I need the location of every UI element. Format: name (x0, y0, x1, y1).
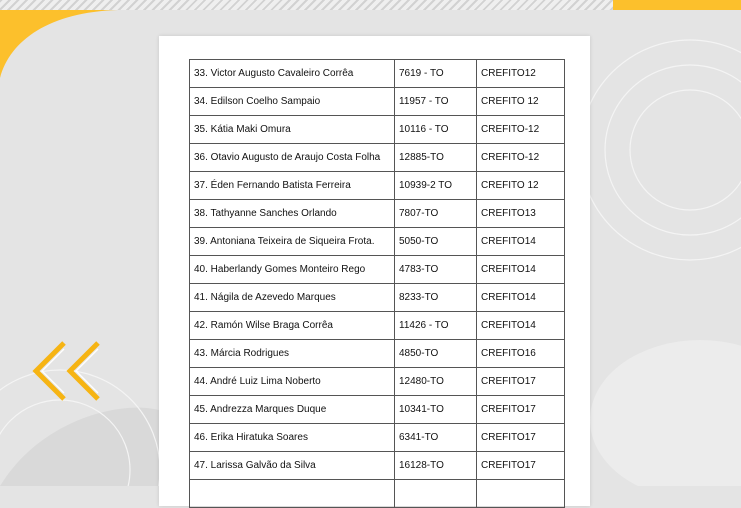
bottom-wave (0, 408, 159, 486)
crefito-cell: CREFITO14 (477, 312, 565, 340)
crefito-cell: CREFITO12 (477, 60, 565, 88)
registration-cell: 12480-TO (395, 368, 477, 396)
registration-cell (395, 480, 477, 508)
table-row (190, 116, 565, 144)
table-row (190, 284, 565, 312)
registration-cell: 10939-2 TO (395, 172, 477, 200)
table-row (190, 312, 565, 340)
name-cell: 33. Victor Augusto Cavaleiro Corrêa (190, 60, 395, 88)
crefito-cell: CREFITO14 (477, 228, 565, 256)
name-cell: 35. Kátia Maki Omura (190, 116, 395, 144)
table-row (190, 424, 565, 452)
registration-cell: 7619 - TO (395, 60, 477, 88)
table-row (190, 60, 565, 88)
name-cell: 44. André Luiz Lima Noberto (190, 368, 395, 396)
registration-cell: 8233-TO (395, 284, 477, 312)
crefito-cell (477, 480, 565, 508)
table-row (190, 88, 565, 116)
table-row (190, 368, 565, 396)
name-cell: 40. Haberlandy Gomes Monteiro Rego (190, 256, 395, 284)
crefito-cell: CREFITO13 (477, 200, 565, 228)
name-cell: 36. Otavio Augusto de Araujo Costa Folha (190, 144, 395, 172)
registration-cell: 12885-TO (395, 144, 477, 172)
table-row (190, 256, 565, 284)
name-cell (190, 480, 395, 508)
table-row (190, 200, 565, 228)
table-row (190, 172, 565, 200)
crefito-cell: CREFITO 12 (477, 172, 565, 200)
table-row (190, 452, 565, 480)
registration-cell: 5050-TO (395, 228, 477, 256)
name-cell: 42. Ramón Wilse Braga Corrêa (190, 312, 395, 340)
crefito-cell: CREFITO17 (477, 424, 565, 452)
name-cell: 47. Larissa Galvão da Silva (190, 452, 395, 480)
name-cell: 45. Andrezza Marques Duque (190, 396, 395, 424)
table-row (190, 480, 565, 508)
name-cell: 38. Tathyanne Sanches Orlando (190, 200, 395, 228)
table-row (190, 340, 565, 368)
registration-cell: 4783-TO (395, 256, 477, 284)
crefito-cell: CREFITO17 (477, 396, 565, 424)
registration-cell: 11957 - TO (395, 88, 477, 116)
registration-cell: 10116 - TO (395, 116, 477, 144)
table-row (190, 396, 565, 424)
top-right-accent-bar (613, 0, 741, 10)
crefito-cell: CREFITO17 (477, 452, 565, 480)
crefito-cell: CREFITO17 (477, 368, 565, 396)
name-cell: 37. Éden Fernando Batista Ferreira (190, 172, 395, 200)
registration-cell: 10341-TO (395, 396, 477, 424)
registration-cell: 6341-TO (395, 424, 477, 452)
registration-cell: 4850-TO (395, 340, 477, 368)
crefito-cell: CREFITO-12 (477, 116, 565, 144)
table-row (190, 228, 565, 256)
crefito-cell: CREFITO 12 (477, 88, 565, 116)
registration-cell: 7807-TO (395, 200, 477, 228)
name-cell: 41. Nágila de Azevedo Marques (190, 284, 395, 312)
name-cell: 34. Edilson Coelho Sampaio (190, 88, 395, 116)
table-row (190, 144, 565, 172)
name-cell: 43. Márcia Rodrigues (190, 340, 395, 368)
registration-cell: 16128-TO (395, 452, 477, 480)
table-body (190, 60, 565, 508)
professional-list-table (189, 59, 565, 508)
name-cell: 46. Erika Hiratuka Soares (190, 424, 395, 452)
yellow-swoosh (0, 10, 118, 78)
name-cell: 39. Antoniana Teixeira de Siqueira Frota. (190, 228, 395, 256)
double-chevron-left-icon (26, 338, 104, 404)
crefito-cell: CREFITO-12 (477, 144, 565, 172)
crefito-cell: CREFITO16 (477, 340, 565, 368)
registration-cell: 11426 - TO (395, 312, 477, 340)
crefito-cell: CREFITO14 (477, 256, 565, 284)
crefito-cell: CREFITO14 (477, 284, 565, 312)
